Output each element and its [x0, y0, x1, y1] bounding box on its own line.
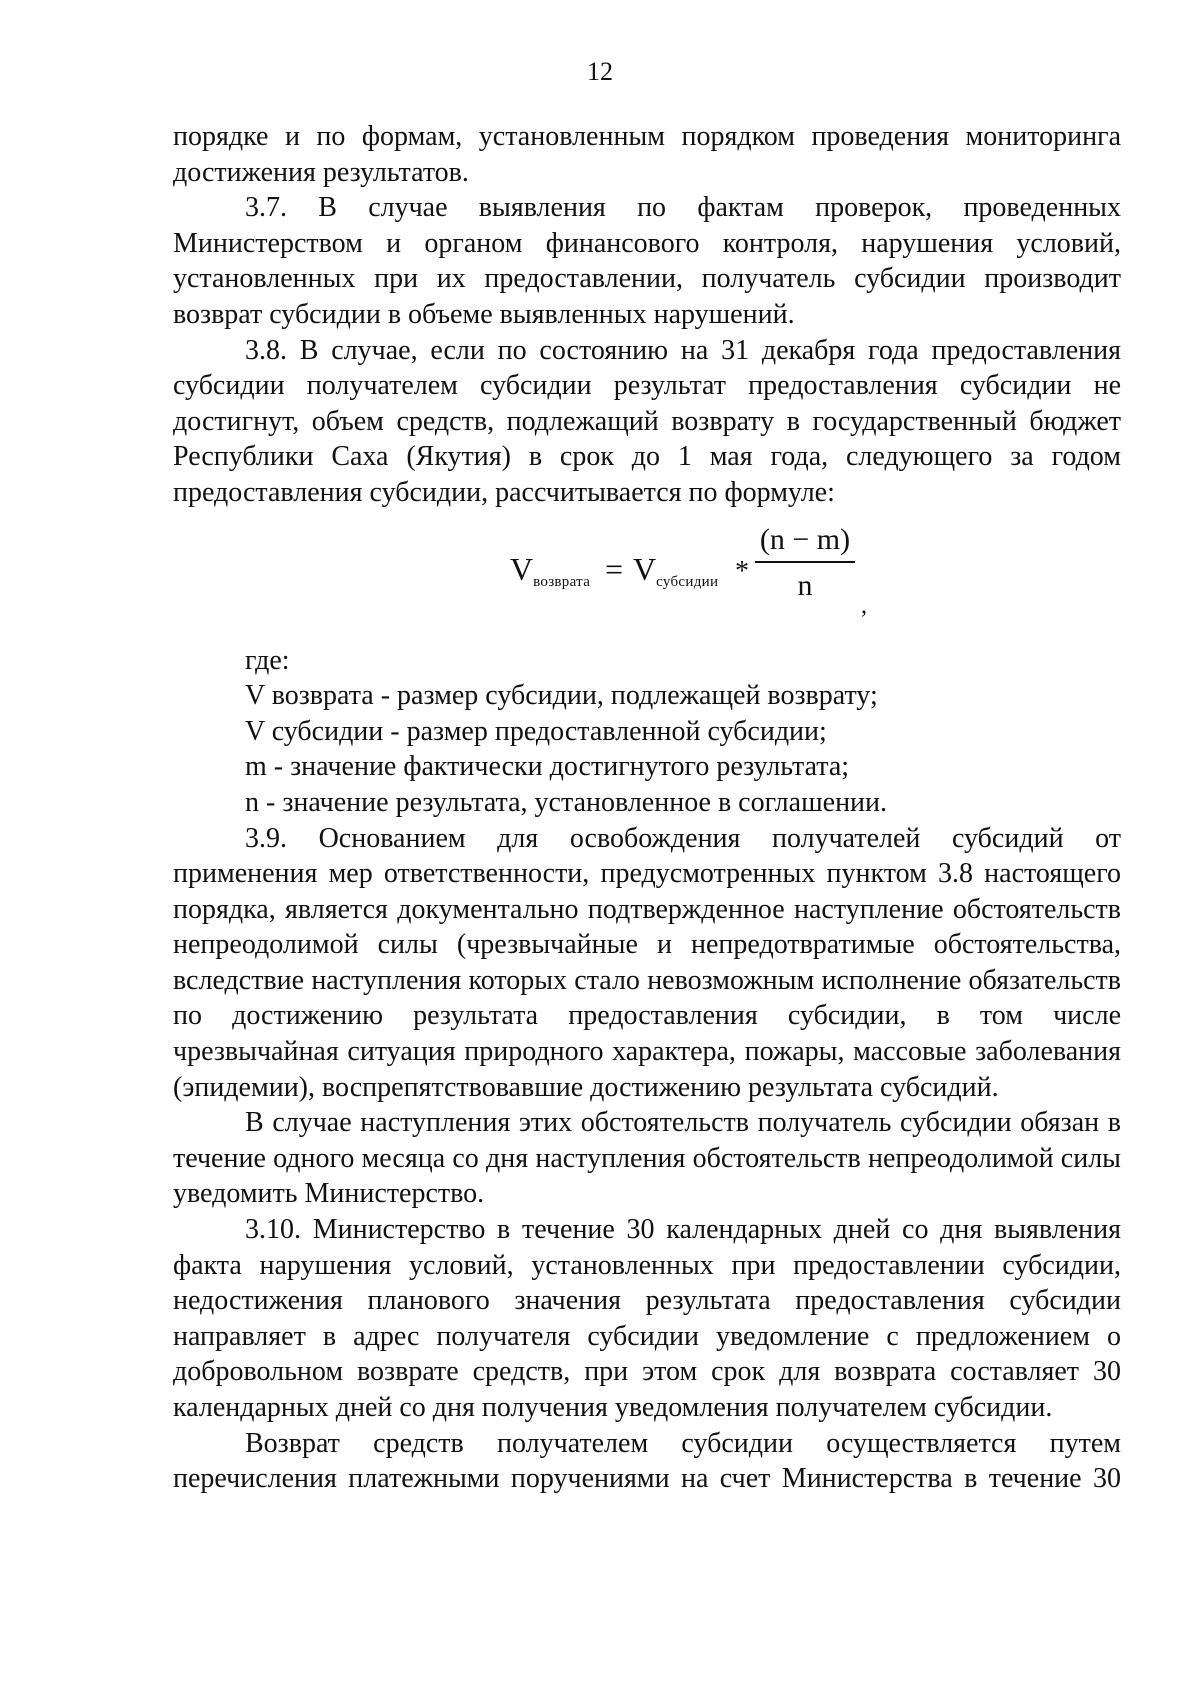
formula-rhs: Vсубсидии [633, 550, 719, 590]
paragraph-3-7: 3.7. В случае выявления по фактам проверок, проведенных Министерством и органом финансового контроля, нарушения условий, установленных при их предоставлении, получатель субсидии производит возврат субсидии в объеме выявленных нарушений. [173, 192, 1121, 330]
formula-lhs: Vвозврата [510, 550, 591, 590]
formula-comma: , [861, 592, 867, 619]
refund-formula [173, 511, 1121, 643]
paragraph-force-majeure-notice: В случае наступления этих обстоятельств получатель субсидии обязан в течение одного месяца со дня наступления обстоятельств непреодолимой силы уведомить Министерство. [173, 1107, 1121, 1210]
definition-v-return: V возврата - размер субсидии, подлежащей возврату; [245, 680, 878, 712]
formula-equals: = [605, 550, 624, 587]
paragraph-continuation: порядке и по формам, установленным порядком проведения мониторинга достижения результатов. [173, 121, 1121, 188]
paragraph-3-8: 3.8. В случае, если по состоянию на 31 декабря года предоставления субсидии получателем субсидии результат предоставления субсидии не достигнут, объем средств, подлежащий возврату в государственный бюджет Республики Саха (Якутия) в срок до 1 мая года, следующего за годом предоставления субсидии, рассчитывается по формуле: [173, 334, 1121, 508]
document-body [173, 119, 1121, 1497]
where-label: где: [245, 644, 290, 676]
formula-multiply: * [735, 555, 749, 587]
formula-fraction [755, 523, 855, 603]
paragraph-refund-procedure: Возврат средств получателем субсидии осуществляется путем перечисления платежными поручениями на счет Министерства в течение 30 [173, 1427, 1121, 1495]
formula-denominator: n [797, 568, 813, 602]
formula-numerator: (n − m) [759, 522, 851, 556]
definition-m: m - значение фактически достигнутого результата; [245, 751, 850, 783]
paragraph-3-10: 3.10. Министерство в течение 30 календарных дней со дня выявления факта нарушения условий, установленных при предоставлении субсидии, недостижения планового значения результата предоставления субсидии направляет в адрес получателя субсидии уведомление с предложением о добровольном возврате средств, при этом срок для возврата составляет 30 календарных дней со дня получения уведомления получателем субсидии. [173, 1214, 1121, 1423]
page-number: 12 [587, 57, 613, 86]
fraction-bar [755, 561, 855, 563]
definition-v-subsidy: V субсидии - размер предоставленной субсидии; [245, 715, 827, 747]
paragraph-3-9: 3.9. Основанием для освобождения получателей субсидий от применения мер ответственности, предусмотренных пунктом 3.8 настоящего порядка, является документально подтвержденное наступление обстоятельств непреодолимой силы (чрезвычайные и непредотвратимые обстоятельства, вследствие наступления которых стало невозможным исполнение обязательств по достижению результата предоставления субсидии, в том числе чрезвычайная ситуация природного характера, пожары, массовые заболевания (эпидемии), воспрепятствовавшие достижению результата субсидий. [173, 822, 1121, 1103]
definition-n: n - значение результата, установленное в соглашении. [245, 786, 888, 818]
